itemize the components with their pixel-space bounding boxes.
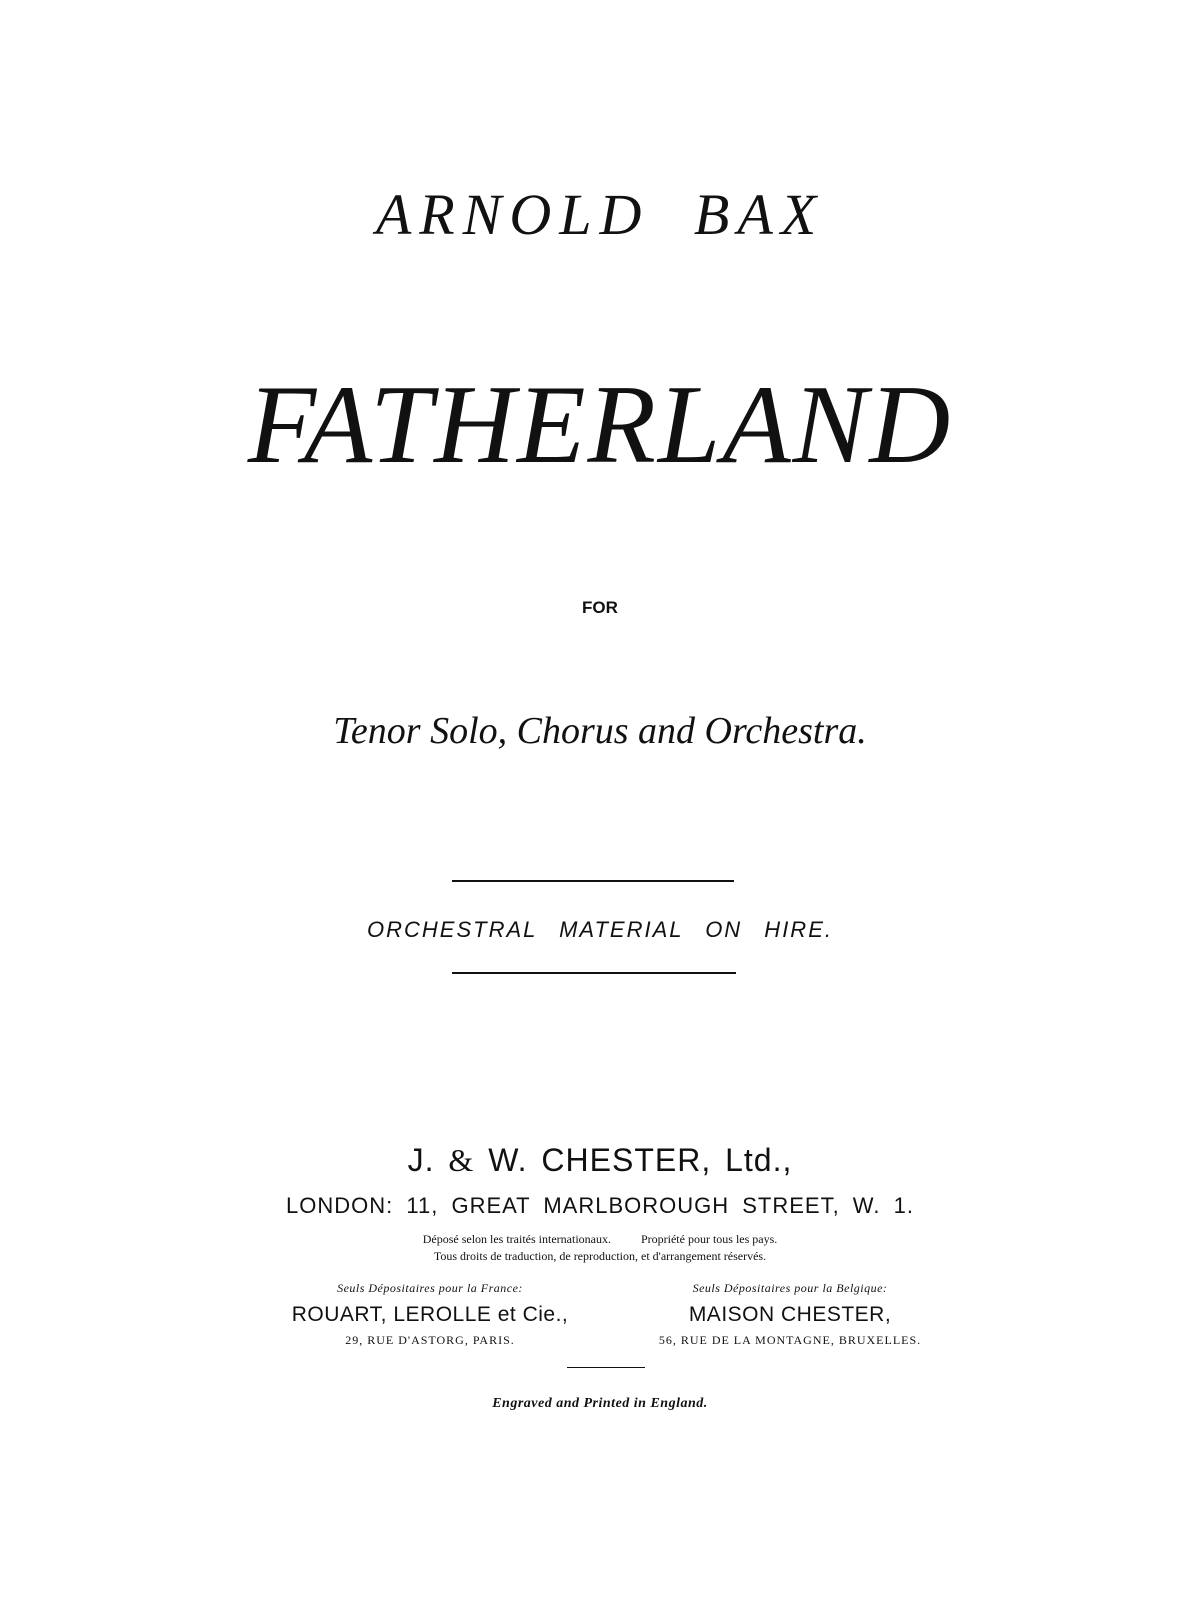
depositary-belgium-address: 56, RUE DE LA MONTAGNE, BRUXELLES. xyxy=(658,1333,922,1347)
divider-small xyxy=(567,1367,645,1368)
composer-name: ARNOLD BAX xyxy=(375,182,825,247)
legal-notice-2: Tous droits de traduction, de reproduction, et d'arrangement réservés. xyxy=(433,1249,767,1263)
for-label: FOR xyxy=(582,598,618,617)
divider-top xyxy=(452,880,734,882)
publisher-name xyxy=(0,1140,1200,1180)
depositary-france xyxy=(230,1280,630,1348)
depositary-belgium xyxy=(590,1280,990,1348)
depositary-france-label: Seuls Dépositaires pour la France: xyxy=(337,1281,523,1295)
publisher-address: LONDON: 11, GREAT MARLBOROUGH STREET, W. 1. xyxy=(286,1193,914,1218)
legal-notice-deposit: Déposé selon les traités internationaux. xyxy=(422,1232,611,1246)
printed-note: Engraved and Printed in England. xyxy=(492,1396,708,1411)
publisher-name-part1: J. xyxy=(407,1142,435,1178)
work-title: FATHERLAND xyxy=(247,363,953,487)
depositary-belgium-label: Seuls Dépositaires pour la Belgique: xyxy=(692,1281,888,1295)
divider-bottom xyxy=(452,972,736,974)
legal-notice-1 xyxy=(0,1231,1200,1247)
depositary-belgium-name: MAISON CHESTER, xyxy=(688,1303,892,1326)
publisher-name-part2: W. CHESTER, Ltd., xyxy=(488,1142,793,1178)
depositary-france-address: 29, RUE D'ASTORG, PARIS. xyxy=(345,1333,515,1347)
scoring-line: Tenor Solo, Chorus and Orchestra. xyxy=(333,710,867,752)
legal-notice-property: Propriété pour tous les pays. xyxy=(640,1232,778,1246)
hire-notice: ORCHESTRAL MATERIAL ON HIRE. xyxy=(367,917,833,942)
depositary-france-name: ROUART, LEROLLE et Cie., xyxy=(291,1303,569,1326)
publisher-ampersand: & xyxy=(448,1142,475,1178)
